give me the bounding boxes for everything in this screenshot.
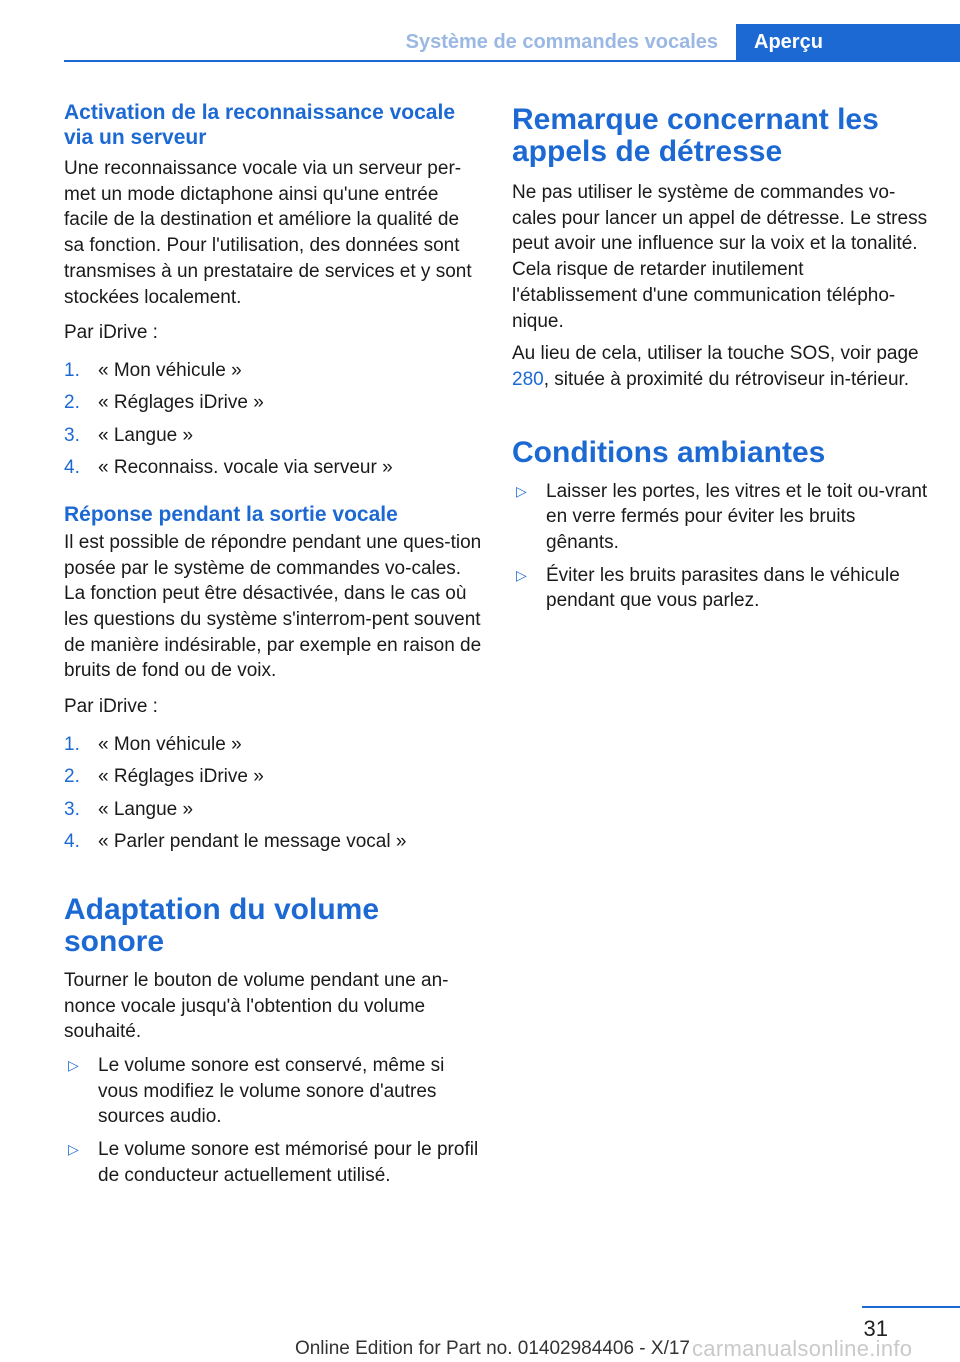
server-recognition-body: Une reconnaissance vocale via un serveur per‐met un mode dictaphone ainsi qu'une entrée facile de la destination et améliore la qualité de sa fonction. Pour l'utilisation, des données sont transmises à un prestataire de services et y sont stockées localement. xyxy=(64,158,472,308)
answer-during-output-intro: Par iDrive : xyxy=(64,696,158,718)
left-column xyxy=(64,100,482,1195)
list-item xyxy=(64,829,482,862)
step-number: 4. xyxy=(64,831,80,853)
ambient-conditions-bullets xyxy=(512,479,930,615)
step-number: 2. xyxy=(64,766,80,788)
step-number: 1. xyxy=(64,733,80,755)
volume-body: Tourner le bouton de volume pendant une an‐nonce vocale jusqu'à l'obtention du volume souhaité. xyxy=(64,969,449,1043)
header-rule xyxy=(64,60,960,62)
step-text: « Réglages iDrive » xyxy=(98,766,264,788)
server-recognition-intro: Par iDrive : xyxy=(64,322,158,344)
footer-rule xyxy=(862,1306,960,1308)
step-text: « Parler pendant le message vocal » xyxy=(98,831,407,853)
step-text: « Mon véhicule » xyxy=(98,359,242,381)
step-text: « Mon véhicule » xyxy=(98,733,242,755)
header-tab xyxy=(736,24,960,62)
list-item xyxy=(64,390,482,423)
step-number: 2. xyxy=(64,392,80,414)
step-text: « Reconnaiss. vocale via serveur » xyxy=(98,457,393,479)
emergency-calls-text-b: , située à proximité du rétroviseur in‐térieur. xyxy=(543,368,910,390)
list-item xyxy=(64,423,482,456)
list-item xyxy=(512,563,930,614)
right-column xyxy=(512,100,930,621)
list-item xyxy=(64,732,482,765)
step-number: 3. xyxy=(64,424,80,446)
triangle-bullet-icon: ▷ xyxy=(68,1141,79,1158)
triangle-bullet-icon: ▷ xyxy=(516,482,527,499)
list-item xyxy=(64,358,482,391)
server-recognition-steps xyxy=(64,358,482,488)
list-item xyxy=(64,1137,482,1188)
section-title-emergency-calls: Remarque concernant les appels de détresse xyxy=(512,103,879,168)
list-item xyxy=(64,455,482,488)
list-item xyxy=(64,797,482,830)
page-number: 31 xyxy=(863,1316,888,1341)
answer-during-output-steps xyxy=(64,732,482,862)
section-title-answer-during-output: Réponse pendant la sortie vocale xyxy=(64,502,398,526)
bullet-text: Laisser les portes, les vitres et le toit ou‐vrant en verre fermés pour éviter les bruits gênants. xyxy=(546,480,928,554)
list-item xyxy=(512,479,930,556)
step-number: 4. xyxy=(64,457,80,479)
page-reference-link[interactable]: 280 xyxy=(512,368,544,390)
emergency-calls-body: Ne pas utiliser le système de commandes vo‐cales pour lancer un appel de détresse. Le stress peut avoir une influence sur la voix et la tonalité. Cela risque de retarder inutilement l'établissement d'une communication télépho‐nique. xyxy=(512,182,928,332)
section-title-ambient-conditions: Conditions ambiantes xyxy=(512,435,826,469)
watermark: carmanualsonline.info xyxy=(692,1336,913,1361)
triangle-bullet-icon: ▷ xyxy=(68,1056,79,1073)
step-number: 1. xyxy=(64,359,80,381)
bullet-text: Le volume sonore est mémorisé pour le profil de conducteur actuellement utilisé. xyxy=(98,1139,479,1186)
step-text: « Réglages iDrive » xyxy=(98,392,264,414)
bullet-text: Le volume sonore est conservé, même si vous modifiez le volume sonore d'autres sources audio. xyxy=(98,1054,445,1128)
emergency-calls-body-2 xyxy=(512,341,930,392)
step-number: 3. xyxy=(64,798,80,820)
list-item xyxy=(64,764,482,797)
bullet-text: Éviter les bruits parasites dans le véhicule pendant que vous parlez. xyxy=(546,564,900,612)
header-section-title: Système de commandes vocales xyxy=(405,31,718,53)
answer-during-output-body: Il est possible de répondre pendant une ques‐tion posée par le système de commandes vo‐cales. La fonction peut être désactivée, dans le cas où les questions du système s'interrom‐pent souvent de manière indésirable, par exemple en raison de bruits de fond ou de voix. xyxy=(64,531,482,682)
triangle-bullet-icon: ▷ xyxy=(516,566,527,583)
header-tab-label: Aperçu xyxy=(754,31,823,53)
edition-text: Online Edition for Part no. 01402984406 - X/17 xyxy=(294,1338,690,1359)
step-text: « Langue » xyxy=(98,424,194,446)
list-item xyxy=(64,1053,482,1130)
section-title-volume: Adaptation du volume sonore xyxy=(64,892,379,958)
volume-bullets xyxy=(64,1053,482,1189)
emergency-calls-text-a: Au lieu de cela, utiliser la touche SOS, voir page xyxy=(512,343,919,365)
step-text: « Langue » xyxy=(98,798,194,820)
section-title-server-recognition: Activation de la reconnaissance vocale via un serveur xyxy=(64,101,456,149)
